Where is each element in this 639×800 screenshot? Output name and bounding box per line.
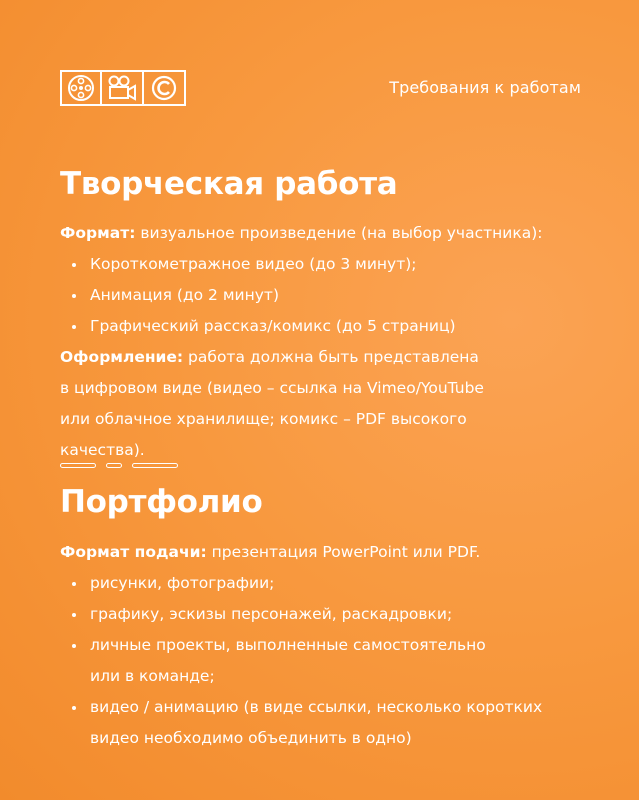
design-text: в цифровом виде (видео – ссылка на Vimeo/YouTube: [60, 379, 484, 397]
design-text: работа должна быть представлена: [183, 348, 479, 366]
work-type-list: [60, 249, 620, 342]
format-text: визуальное произведение (на выбор участника):: [135, 224, 543, 242]
design-line: [60, 342, 620, 373]
list-item-text: видео / анимацию (в виде ссылки, несколько коротких: [90, 698, 543, 716]
list-item-text: личные проекты, выполненные самостоятельно: [90, 636, 486, 654]
divider-dash: [106, 463, 122, 468]
list-item-text: или в команде;: [90, 667, 215, 685]
list-item: [60, 630, 620, 692]
portfolio-requirements: [60, 537, 620, 754]
list-item: [60, 568, 620, 599]
list-item: Короткометражное видео (до 3 минут);: [60, 249, 620, 280]
list-item: Анимация (до 2 минут): [60, 280, 620, 311]
film-reel-icon: [60, 70, 102, 106]
design-text: качества).: [60, 441, 145, 459]
submission-format-text: презентация PowerPoint или PDF.: [206, 543, 481, 561]
portfolio-contents-list: [60, 568, 620, 754]
section-title-portfolio: Портфолио: [60, 484, 263, 520]
design-label: Оформление:: [60, 348, 184, 366]
list-item: [60, 692, 620, 754]
list-item-text: рисунки, фотографии;: [90, 574, 275, 592]
creative-work-requirements: [60, 218, 620, 466]
section-title-creative-work: Творческая работа: [60, 166, 398, 202]
format-line: [60, 218, 620, 249]
page-heading-label: Требования к работам: [389, 78, 581, 97]
divider-dash: [60, 463, 96, 468]
submission-format-label: Формат подачи:: [60, 543, 207, 561]
design-text: или облачное хранилище; комикс – PDF высокого: [60, 410, 467, 428]
section-divider: [60, 463, 178, 468]
list-item-text: видео необходимо объединить в одно): [90, 729, 412, 747]
list-item: [60, 599, 620, 630]
logo: [60, 70, 186, 106]
submission-format-line: [60, 537, 620, 568]
list-item: Графический рассказ/комикс (до 5 страниц): [60, 311, 620, 342]
format-label: Формат:: [60, 224, 136, 242]
divider-dash: [132, 463, 178, 468]
list-item-text: графику, эскизы персонажей, раскадровки;: [90, 605, 453, 623]
copyright-c-icon: [144, 70, 186, 106]
camera-icon: [102, 70, 144, 106]
